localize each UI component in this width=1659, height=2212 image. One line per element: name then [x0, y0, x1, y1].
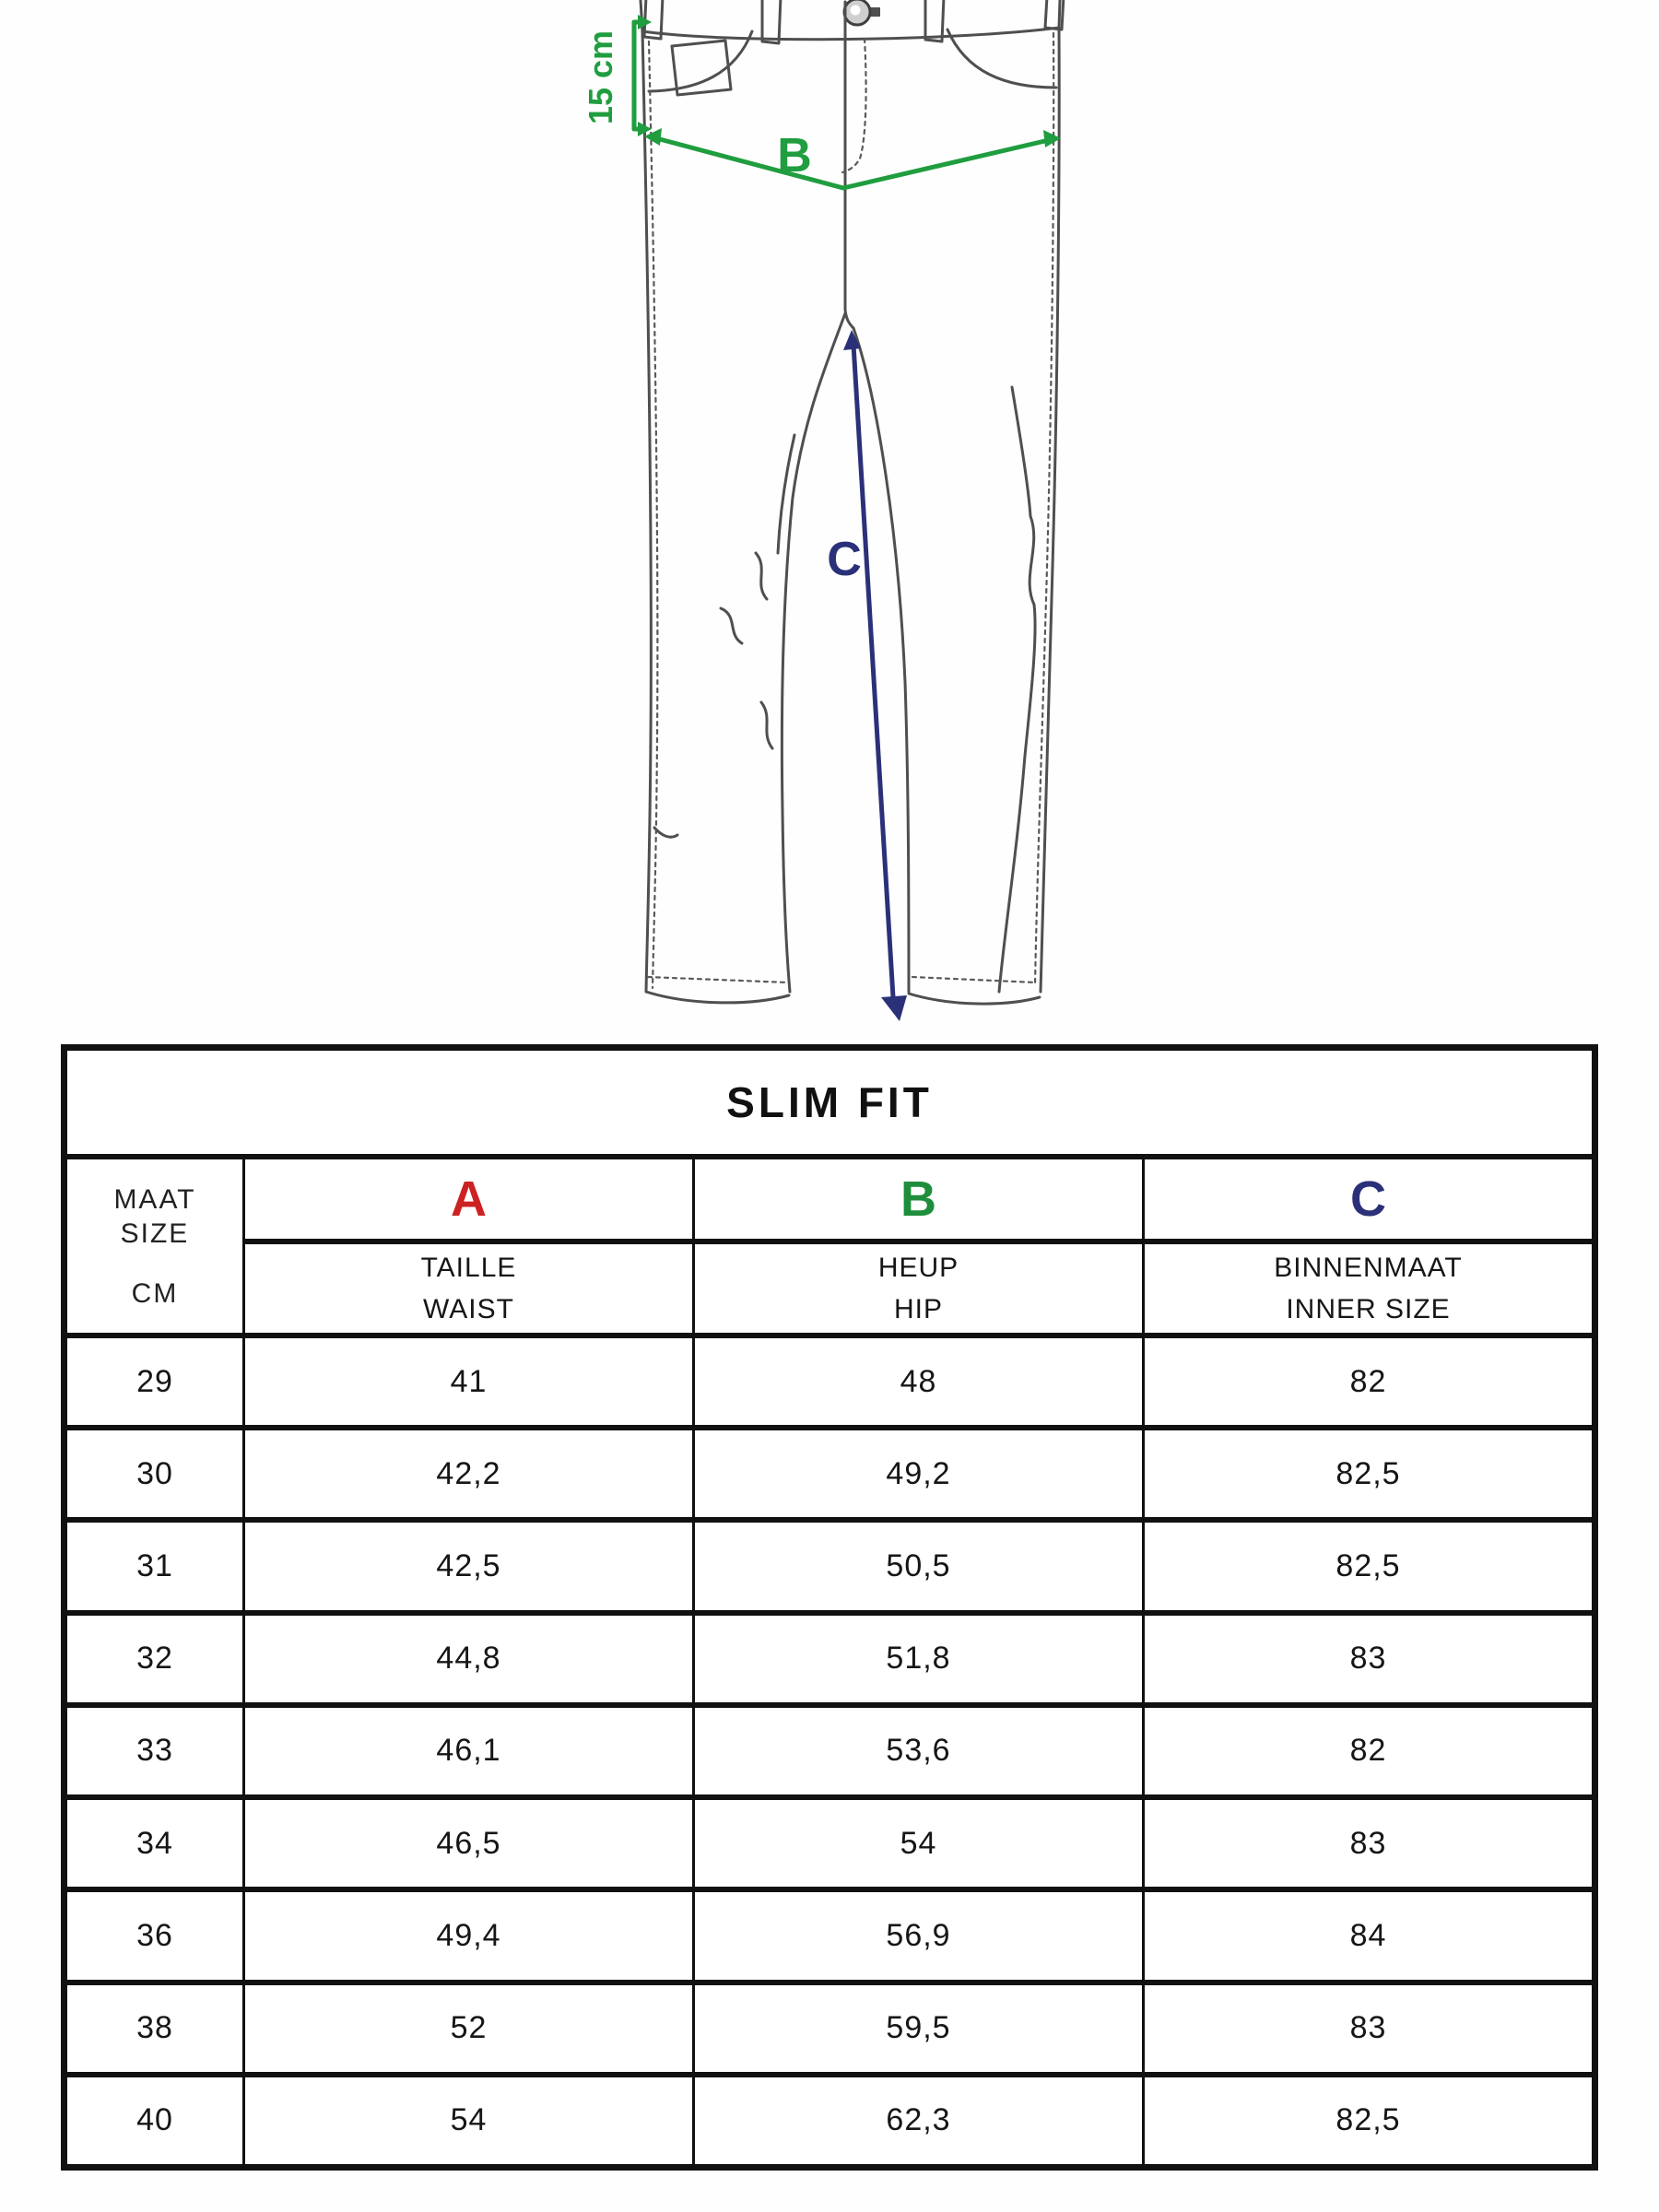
- cell-value: 46,5: [436, 1825, 501, 1861]
- cell-value: 34: [136, 1825, 173, 1861]
- size-cell: [67, 1887, 242, 1979]
- right-outer-seam: [1041, 28, 1059, 992]
- cell-value: 38: [136, 2010, 173, 2046]
- cell-value: 82,5: [1335, 1455, 1401, 1491]
- value-cell-c: [1142, 1517, 1592, 1609]
- value-cell-c: [1142, 1980, 1592, 2072]
- cell-value: 44,8: [436, 1641, 501, 1677]
- value-cell-a: [242, 1887, 692, 1979]
- value-cell-b: [692, 1980, 1142, 2072]
- knee-wrinkle: [721, 608, 742, 643]
- size-header-cell: [67, 1159, 242, 1333]
- belt-loop: [925, 0, 944, 41]
- value-cell-a: [242, 1517, 692, 1609]
- ankle-wrinkle: [761, 702, 772, 748]
- left-hem-stitch: [648, 977, 788, 982]
- cell-value: 40: [136, 2102, 173, 2138]
- size-cell: [67, 2072, 242, 2164]
- value-cell-c: [1142, 1425, 1592, 1517]
- right-crease-line: [999, 387, 1035, 992]
- cell-value: 46,1: [436, 1733, 501, 1769]
- hip-measure-b-label: B: [777, 129, 812, 182]
- value-cell-a: [242, 1610, 692, 1702]
- value-cell-b: [692, 1333, 1142, 1425]
- size-cell: [67, 1517, 242, 1609]
- inseam-measure-c: [843, 330, 907, 1021]
- size-table: [61, 1044, 1598, 2171]
- cell-value: 42,2: [436, 1455, 501, 1491]
- knee-wrinkle: [756, 553, 767, 599]
- right-inseam: [853, 328, 909, 992]
- table-grid: [67, 1159, 1592, 2164]
- cell-value: 62,3: [886, 2102, 951, 2138]
- cell-value: 33: [136, 1733, 173, 1769]
- waist-button-icon: [844, 0, 880, 25]
- cell-value: 48: [900, 1363, 937, 1399]
- fifteen-cm-label: 15 cm: [582, 29, 619, 125]
- right-pocket-opening: [947, 29, 1056, 88]
- cell-value: 36: [136, 1917, 173, 1953]
- size-cell: [67, 1425, 242, 1517]
- cell-value: 82,5: [1335, 2102, 1401, 2138]
- column-label-inner-size: BINNENMAAT INNER SIZE: [1142, 1239, 1592, 1333]
- value-cell-b: [692, 1887, 1142, 1979]
- cell-value: 83: [1349, 1641, 1387, 1677]
- value-cell-b: [692, 1702, 1142, 1794]
- cell-value: 51,8: [886, 1641, 951, 1677]
- cell-value: 84: [1349, 1917, 1387, 1953]
- value-cell-b: [692, 1610, 1142, 1702]
- value-cell-c: [1142, 1887, 1592, 1979]
- cell-value: 59,5: [886, 2010, 951, 2046]
- unit-label: CM: [131, 1278, 179, 1310]
- cell-value: 83: [1349, 1825, 1387, 1861]
- value-cell-b: [692, 1794, 1142, 1887]
- column-label-waist: TAILLE WAIST: [242, 1239, 692, 1333]
- letter-b: B: [900, 1171, 936, 1227]
- waistband-right-edge: [1059, 0, 1060, 28]
- value-cell-b: [692, 1517, 1142, 1609]
- column-letter-c: [1142, 1159, 1592, 1239]
- ankle-wrinkle: [654, 828, 677, 837]
- table-title: SLIM FIT: [726, 1078, 933, 1126]
- size-cell: [67, 1610, 242, 1702]
- cell-value: 82: [1349, 1733, 1387, 1769]
- cell-value: 30: [136, 1455, 173, 1491]
- value-cell-c: [1142, 1333, 1592, 1425]
- cell-value: 83: [1349, 2010, 1387, 2046]
- letter-c: C: [1350, 1171, 1386, 1227]
- waistband-bottom-seam: [642, 28, 1059, 40]
- arrowhead-icon: [881, 995, 907, 1021]
- column-letter-b: [692, 1159, 1142, 1239]
- column-letter-a: [242, 1159, 692, 1239]
- cell-value: 82: [1349, 1363, 1387, 1399]
- cell-value: 41: [450, 1363, 488, 1399]
- cell-value: 56,9: [886, 1917, 951, 1953]
- cell-value: 82,5: [1335, 1548, 1401, 1584]
- left-inseam: [782, 313, 845, 992]
- pants-technical-drawing: [0, 0, 1659, 1051]
- belt-loop: [762, 0, 781, 43]
- hip-measure-b: [644, 128, 1061, 188]
- value-cell-a: [242, 1794, 692, 1887]
- size-cell: [67, 1794, 242, 1887]
- value-cell-b: [692, 1425, 1142, 1517]
- value-cell-a: [242, 1333, 692, 1425]
- cell-value: 54: [450, 2102, 488, 2138]
- value-cell-c: [1142, 1702, 1592, 1794]
- left-hem-edge: [646, 992, 789, 1003]
- left-pocket-opening: [649, 31, 752, 91]
- right-hem-stitch: [912, 977, 1036, 982]
- size-cell: [67, 1333, 242, 1425]
- cell-value: 49,2: [886, 1455, 951, 1491]
- cell-value: 52: [450, 2010, 488, 2046]
- value-cell-b: [692, 2072, 1142, 2164]
- cell-value: 29: [136, 1363, 173, 1399]
- size-header-label: MAAT SIZE: [113, 1183, 196, 1250]
- left-outer-seam: [642, 31, 651, 992]
- cell-value: 31: [136, 1548, 173, 1584]
- cell-value: 50,5: [886, 1548, 951, 1584]
- value-cell-a: [242, 2072, 692, 2164]
- inseam-measure-c-label: C: [827, 533, 862, 586]
- cell-value: 42,5: [436, 1548, 501, 1584]
- table-title-row: [67, 1051, 1592, 1159]
- cell-value: 54: [900, 1825, 937, 1861]
- cell-value: 49,4: [436, 1917, 501, 1953]
- size-cell: [67, 1702, 242, 1794]
- cell-value: 53,6: [886, 1733, 951, 1769]
- value-cell-c: [1142, 2072, 1592, 2164]
- letter-a: A: [451, 1171, 487, 1227]
- value-cell-c: [1142, 1610, 1592, 1702]
- value-cell-c: [1142, 1794, 1592, 1887]
- value-cell-a: [242, 1425, 692, 1517]
- fly-center-line: [845, 2, 853, 328]
- value-cell-a: [242, 1980, 692, 2072]
- value-cell-a: [242, 1702, 692, 1794]
- cell-value: 32: [136, 1641, 173, 1677]
- right-hem-edge: [909, 994, 1040, 1004]
- size-cell: [67, 1980, 242, 2072]
- column-label-hip: HEUP HIP: [692, 1239, 1142, 1333]
